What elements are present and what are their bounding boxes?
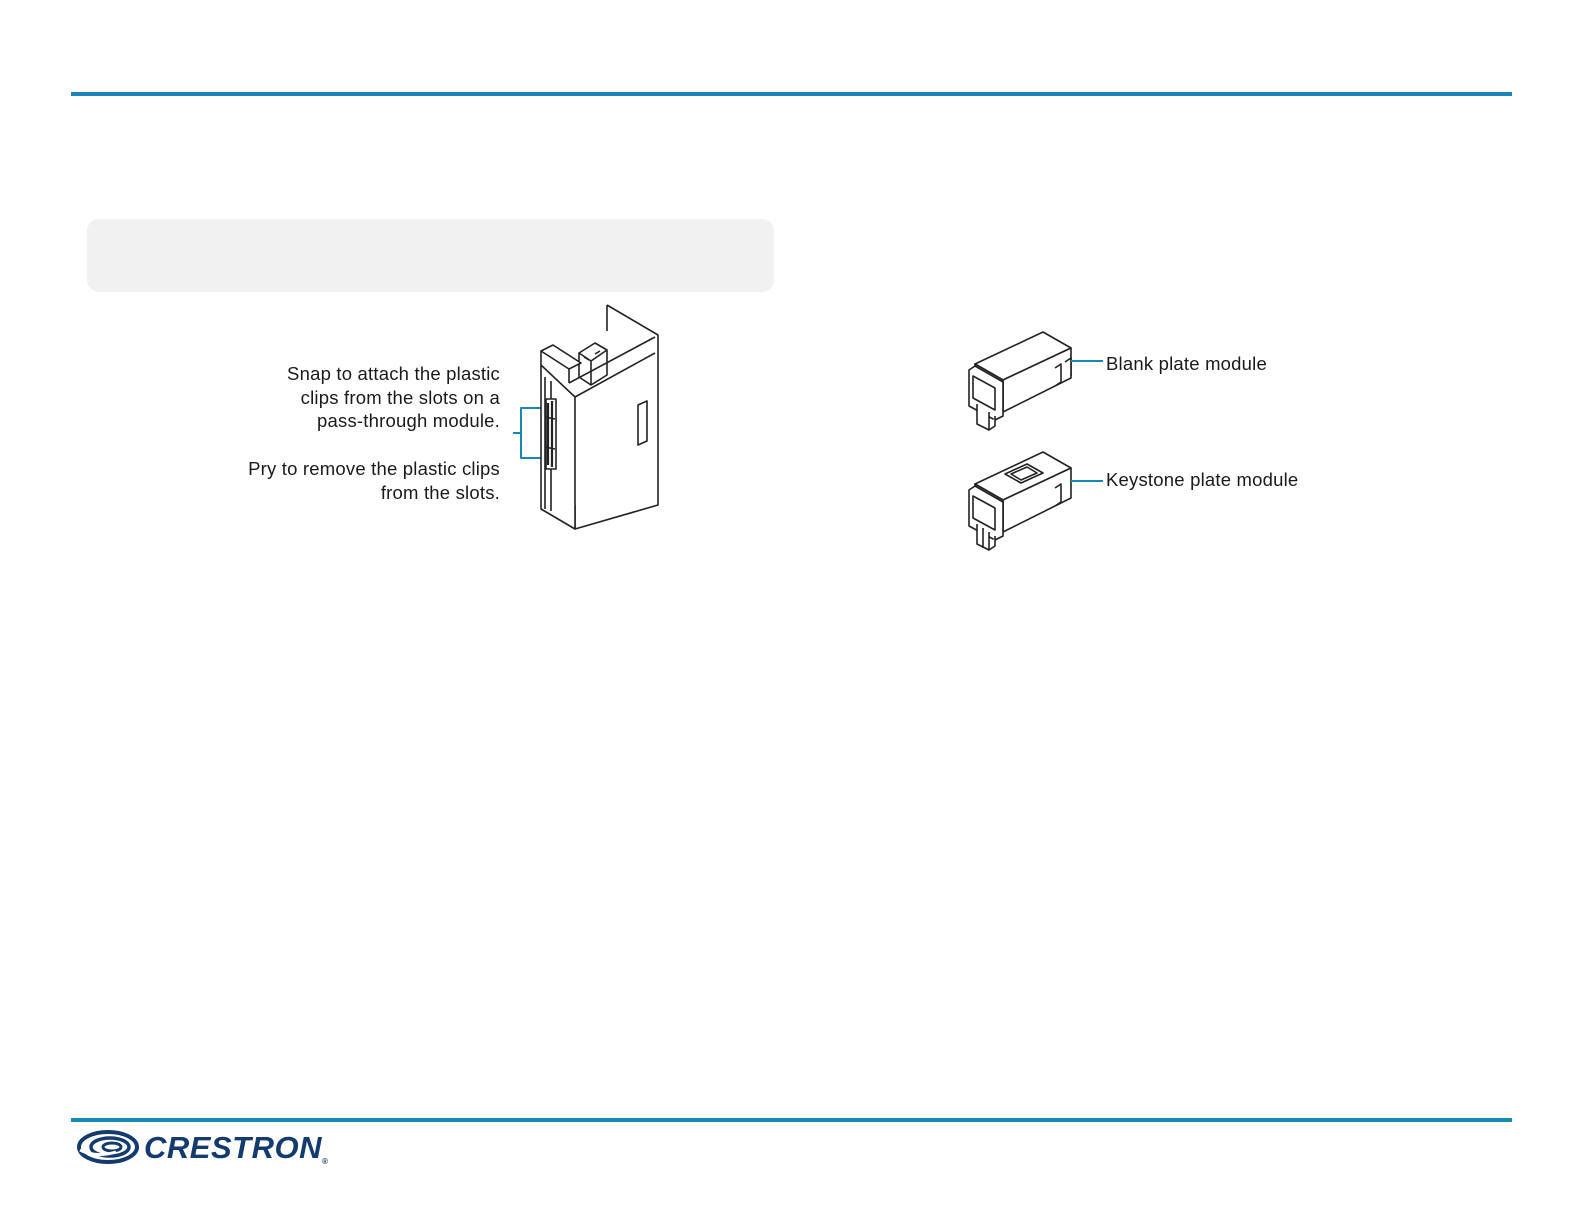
logo-text: CRESTRON (144, 1130, 322, 1165)
blank-plate-module-drawing (965, 328, 1105, 436)
callout-snap (210, 362, 500, 433)
callout-pry (200, 457, 500, 504)
callout-pry-line-2: from the slots. (380, 481, 500, 503)
pass-through-module-drawing (505, 305, 675, 537)
keystone-plate-label: Keystone plate module (1106, 469, 1299, 490)
logo-registered-mark: ® (321, 1157, 329, 1166)
note-box (87, 219, 774, 292)
callout-snap-line-3: pass-through module. (317, 410, 500, 431)
crestron-logo (76, 1128, 366, 1170)
callout-snap-line-1: Snap to attach the plastic (287, 363, 500, 384)
footer-rule (71, 1118, 1512, 1122)
callout-pry-line-1: Pry to remove the plastic clips (248, 458, 500, 479)
crestron-wordmark (144, 1130, 328, 1166)
label-blank-plate (1106, 352, 1267, 376)
keystone-plate-module-drawing (965, 448, 1105, 556)
blank-plate-label: Blank plate module (1106, 353, 1267, 374)
label-keystone-plate (1106, 468, 1298, 492)
crestron-swirl-icon (76, 1128, 140, 1166)
header-rule (71, 92, 1512, 96)
callout-snap-line-2: clips from the slots on a (300, 386, 500, 408)
